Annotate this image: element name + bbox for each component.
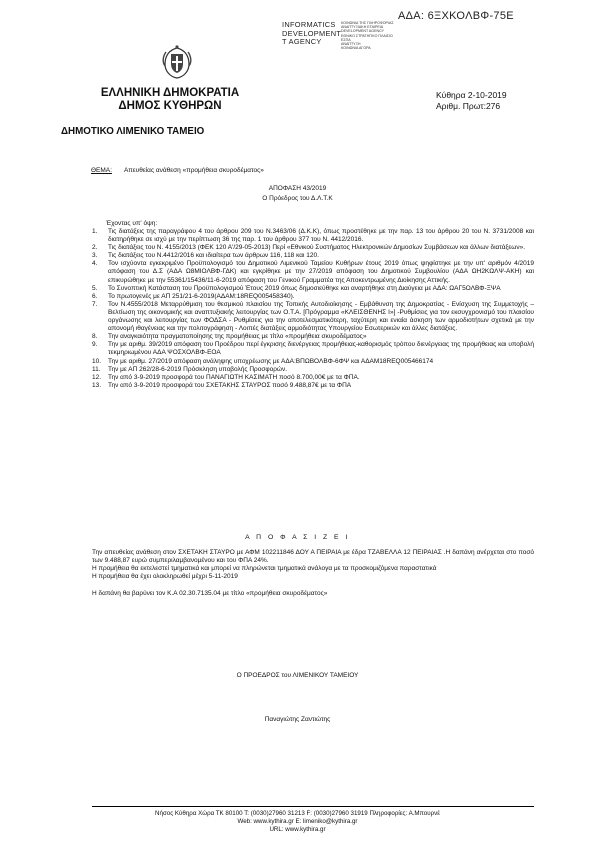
- item-number: 2.: [92, 244, 98, 252]
- item-number: 11.: [92, 365, 101, 373]
- signature-role: Ο ΠΡΟΕΔΡΟΣ του ΛΙΜΕΝΙΚΟΥ ΤΑΜΕΙΟΥ: [236, 672, 359, 679]
- item-number: 8.: [92, 333, 98, 341]
- item-number: 13.: [92, 381, 102, 389]
- item-text: Τις διατάξεις του Ν. 4155/2013 (ΦΕΚ 120 Α'/29-05-2013) Περί «Εθνικού Συστήματος Ηλεκτρονικών Δημοσίων Συμβάσεων και άλλων διατάξεων».: [108, 244, 526, 252]
- item-number: 1.: [92, 228, 98, 235]
- considerations-list: [92, 228, 534, 390]
- item-text: Τον ισχύοντα εγκεκριμένο Προϋπολογισμό του Δημοτικού Λιμενικού Ταμείου Κυθήρων έτους 2019 όπως ψηφίστηκε με την υπ' αριθμόν 4/2019 απόφαση του Δ.Σ (ΑΔΑ Ω8ΜΙΟΛΒΦ-ΓΔΚ) και εγκρίθηκε με την 27/2019 απόφαση του Δημοτικού Συμβουλίου (ΑΔΑ ΩΗ2ΚΩΛΨ-ΑΚΗ) και επικυρώθηκε με την 55361/15436/11-6-2019 απόφαση του Γενικού Γραμματέα της Αποκεντρωμένης Διοίκησης Αττικής.: [108, 260, 534, 284]
- item-text: Την από 3-9-2019 προσφορά του ΠΑΝΑΓΙΩΤΗ ΚΑΣΙΜΑΤΗ ποσό 8.700,00€ με τα ΦΠΑ.: [108, 373, 360, 381]
- decision-paragraph: Την απευθείας ανάθεση στον ΣΧΕΤΑΚΗ ΣΤΑΥΡΟ με ΑΦΜ 102211846 ΔΟΥ Α ΠΕΙΡΑΙΑ με έδρα ΤΖΑΒΕΛΛΑ 12 ΠΕΙΡΑΙΑΣ .Η δαπάνη ανέρχεται στο ποσό των 9.488,87 ευρώ συμπεριλαμβανομένου και του ΦΠΑ 24%.: [92, 549, 534, 565]
- footer-divider: [92, 806, 534, 807]
- footer-line: Νήσος Κύθηρα Χώρα ΤΚ 80100 Τ: (0030)27960 31213 F: (0030)27960 31919 Πληροφορίες: Α.Μπουρνέ: [155, 810, 440, 817]
- item-number: 3.: [92, 252, 98, 260]
- logo-subline: ΕΣΠΑ: [341, 37, 351, 42]
- item-number: 5.: [92, 284, 98, 292]
- item-number: 10.: [92, 357, 102, 365]
- decision-paragraph: Η προμήθεια θα εκτελεστεί τμηματικά και μπορεί να πληρώνεται τμηματικά ανάλογα με τα προσκομιζόμενα παραστατικά: [92, 565, 437, 573]
- footer-block: [0, 810, 595, 834]
- header-block: [50, 87, 290, 113]
- consideration-item: [92, 260, 534, 284]
- consideration-item: [92, 382, 534, 390]
- consideration-item: [92, 301, 534, 333]
- logo-line: DEVELOPMENT: [282, 28, 342, 38]
- item-text: Την με ΑΠ 262/28-6-2019 Πρόσκληση υποβολής Προσφορών.: [108, 365, 288, 373]
- item-text: Τον Ν.4555/2018 Μεταρρύθμιση του θεσμικού πλαισίου της Τοπικής Αυτοδιοίκησης - Εμβάθυνση της Δημοκρατίας - Ενίσχυση της Συμμετοχής – Βελτίωση της οικονομικής και αναπτυξιακής λειτουργίας των Ο.Τ.Α. [Πρόγραμμα «ΚΛΕΙΣΘΕΝΗΣ Ι»] -Ρυθμίσεις για τον εκσυγχρονισμό του πλαισίου οργάνωσης και λειτουργίας των ΦΟΔΣΑ - Ρυθμίσεις για την αποτελεσματικότερη, ταχύτερη και ενιαία άσκηση των αρμοδιοτήτων σχετικά με την απονομή ιθαγένειας και την πολιτογράφηση - Λοιπές διατάξεις αρμοδιότητας Υπουργείου Εσωτερικών και άλλες διατάξεις.: [108, 300, 534, 333]
- treasury-title: ΔΗΜΟΤΙΚΟ ΛΙΜΕΝΙΚΟ ΤΑΜΕΙΟ: [61, 126, 205, 137]
- consideration-item: [92, 358, 534, 366]
- logo-subline: ΑΝΑΠΤΥΞΙΑΚΗ ΕΤΑΙΡΕΙΑ: [341, 25, 384, 30]
- subject-text: Απευθείας ανάθεση «προμήθεια σκυροδέματος»: [123, 167, 264, 174]
- logo-line: T AGENCY: [282, 37, 322, 47]
- informatics-logo-subtext: [341, 21, 394, 50]
- logo-subline: ΕΘΝΙΚΟ ΣΤΡΑΤΗΓΙΚΟ ΠΛΑΙΣΙΟ: [341, 33, 393, 38]
- logo-subline: ΚΟΙΝΩΝΙΑ ΑΓΟΡΑ: [341, 46, 371, 51]
- having-regard-label: Έχοντας υπ' όψη:: [106, 220, 158, 227]
- ada-code: ΑΔΑ: 6ΞΧΚΟΛΒΦ-75Ε: [398, 10, 514, 22]
- consideration-item: [92, 285, 534, 293]
- decision-issuer: Ο Πρόεδρος του Δ.Λ.Τ.Κ: [262, 195, 333, 202]
- item-number: 7.: [92, 300, 98, 308]
- item-number: 4.: [92, 260, 98, 268]
- decision-paragraph: Η δαπάνη θα βαρύνει τον Κ.Α 02.30.7135.04 με τίτλο «προμήθεια σκυροδέματος»: [92, 590, 328, 598]
- republic-title: ΕΛΛΗΝΙΚΗ ΔΗΜΟΚΡΑΤΙΑ: [100, 87, 240, 99]
- footer-line: Web: www.kythira.gr E: limeniko@kythira.gr: [237, 818, 358, 825]
- item-number: 12.: [92, 373, 102, 381]
- greek-coat-of-arms-icon: [157, 42, 197, 82]
- date-line: Κύθηρα 2-10-2019: [436, 90, 507, 100]
- decides-title: Α Π Ο Φ Α Σ Ι Ζ Ε Ι: [245, 534, 350, 541]
- item-text: Την αναγκαιότητα πραγματοποίησης της προμήθειας με τίτλο «προμήθεια σκυροδέματος»: [108, 333, 367, 341]
- footer-line: URL: www.kythira.gr: [269, 826, 326, 833]
- consideration-item: [92, 374, 534, 382]
- municipality-title: ΔΗΜΟΣ ΚΥΘΗΡΩΝ: [118, 100, 222, 112]
- logo-subline: DEVELOPMENT AGENCY: [341, 29, 385, 34]
- consideration-item: [92, 366, 534, 374]
- subject-line: [91, 167, 264, 175]
- informatics-logo-text: [282, 21, 341, 47]
- item-text: Τις διατάξεις της παραγράφου 4 του άρθρου 209 του Ν.3463/06 (Δ.Κ.Κ), όπως προστέθηκε με την παρ. 13 του άρθρου 20 του Ν. 3731/2008 και διατηρήθηκε σε ισχύ με την περίπτωση 36 της παρ. 1 του άρθρου 377 του Ν. 4412/2016.: [108, 228, 534, 244]
- item-text: Την από 3-9-2019 προσφορά του ΣΧΕΤΑΚΗΣ ΣΤΑΥΡΟΣ ποσό 9.488,87€ με τα ΦΠΑ: [108, 381, 352, 389]
- decides-body: [92, 549, 534, 598]
- item-text: Το Συνοπτική Κατάσταση του Προϋπολογισμού Έτους 2019 όπως δημοσιεύθηκε και αναρτήθηκε στη Διαύγεια με ΑΔΑ: ΩΑΓ5ΟΛΒΦ-ΞΨΑ: [108, 284, 501, 292]
- item-text: Το πρωτογενές με ΑΠ 251/21-6-2019(ΑΔΑΜ:18REQ005458340).: [108, 292, 295, 300]
- signature-name: Παναγιώτης Ζαντιώτης: [264, 716, 331, 723]
- subject-label: ΘΕΜΑ:: [91, 167, 112, 174]
- item-text: Τις διατάξεις του Ν.4412/2016 και ιδιαίτερα των άρθρων 116, 118 και 120.: [108, 252, 319, 260]
- consideration-item: [92, 228, 534, 244]
- item-text: Την με αριθμ. 39/2019 απόφαση του Προέδρου περί έγκρισης διενέργειας προμήθειας-καθορισμός τρόπου διενέργειας της προμήθειας και υποβολή τεκμηριωμένου ΑΔΑ ΨΟΣΧΟΛΒΦ-ΕΟΑ: [108, 341, 534, 357]
- logo-subline: ΑΝΑΠΤΥΞΗ: [341, 42, 361, 47]
- decision-paragraph: Η προμήθεια θα έχει ολοκληρωθεί μέχρι 5-11-2019: [92, 573, 238, 581]
- decision-title: ΑΠΟΦΑΣΗ 43/2019: [268, 185, 327, 192]
- consideration-item: [92, 341, 534, 357]
- consideration-item: [92, 293, 534, 301]
- item-number: 9.: [92, 341, 98, 349]
- item-number: 6.: [92, 292, 98, 300]
- logo-subline: ΚΟΙΝΩΝΙΑ ΤΗΣ ΠΛΗΡΟΦΟΡΙΑΣ: [341, 21, 394, 25]
- date-protocol-block: [436, 90, 507, 112]
- logo-line: INFORMATICS: [282, 20, 336, 29]
- protocol-line: Αριθμ. Πρωτ:276: [436, 101, 501, 111]
- item-text: Την με αριθμ. 27/2019 απόφαση ανάληψης υποχρέωσης με ΑΔΑ:ΒΠΩΒΟΛΒΦ-6ΦΨ και ΑΔΑΜ18REQ005466174: [108, 357, 434, 365]
